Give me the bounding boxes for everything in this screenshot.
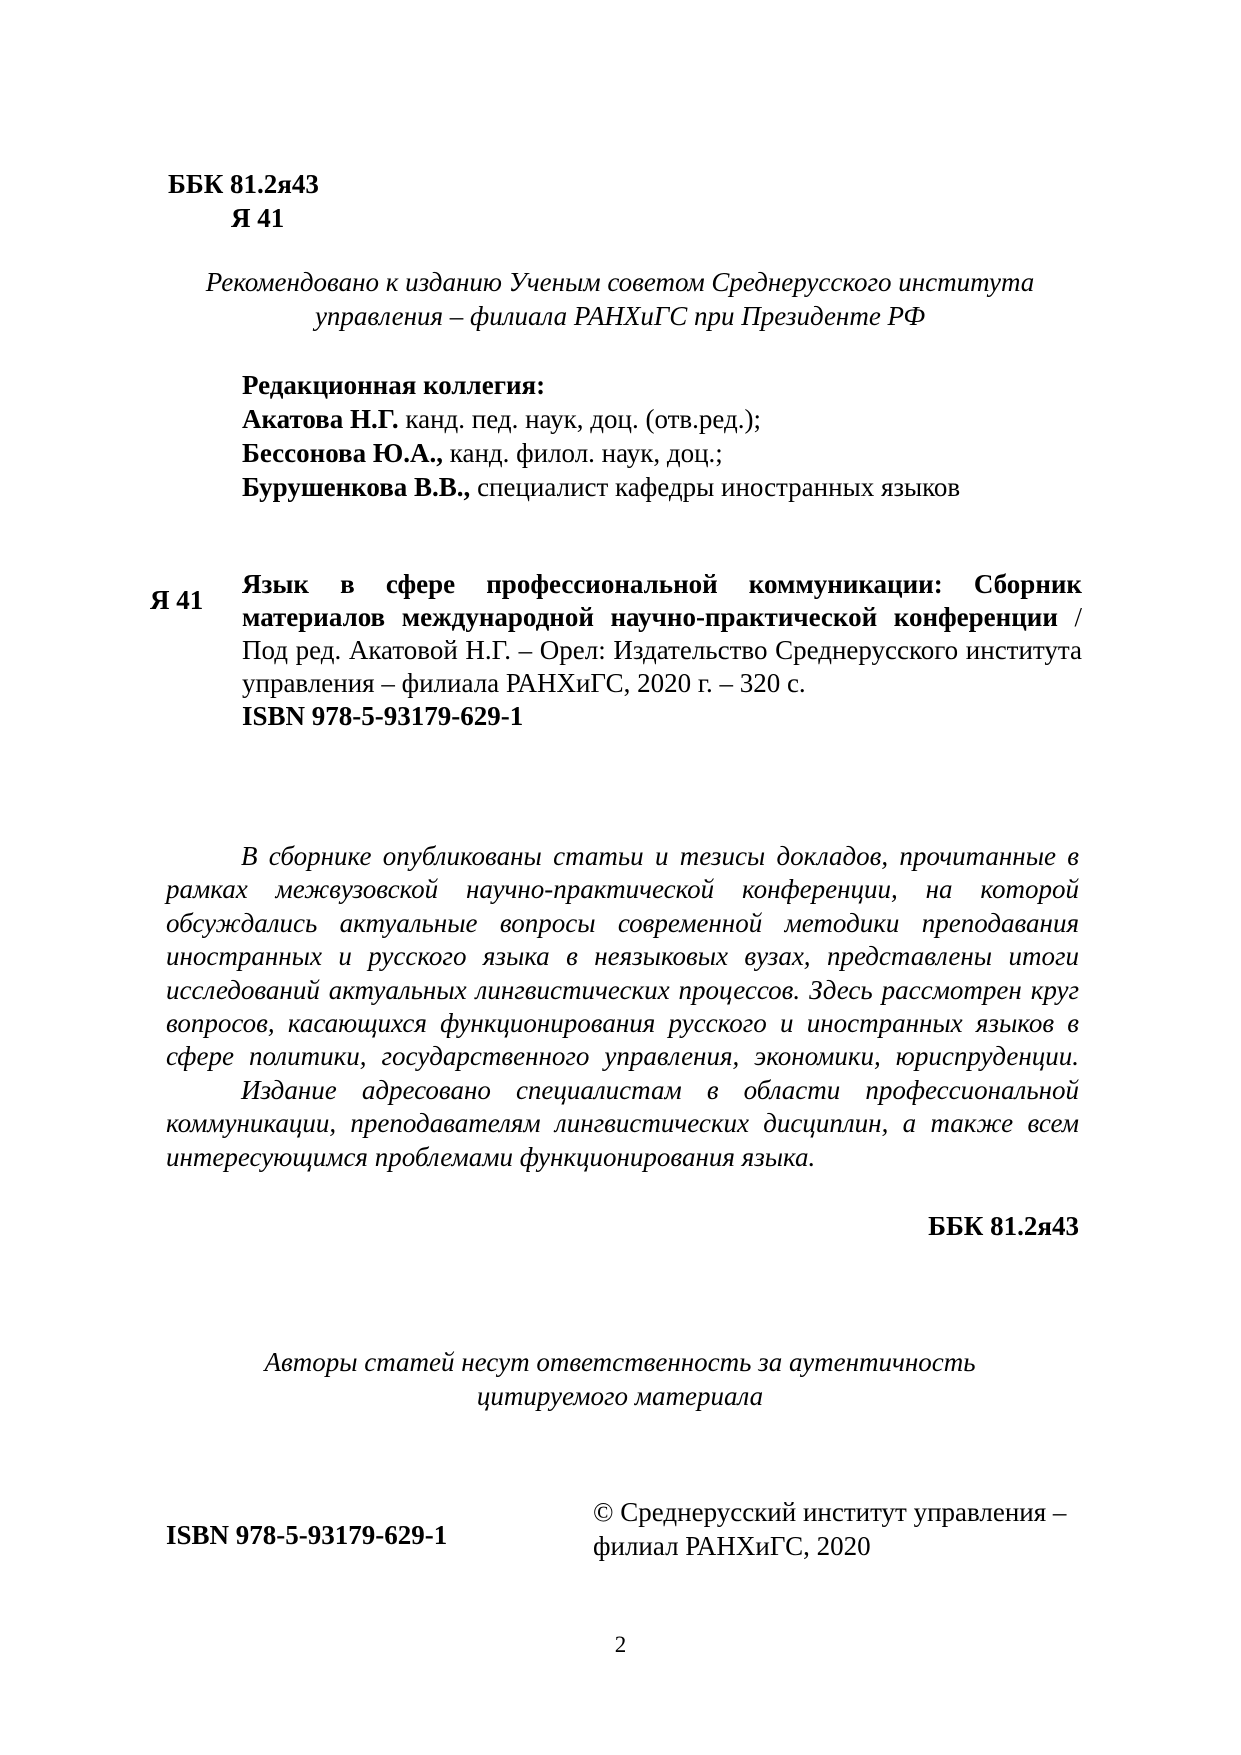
recommendation-line-2: управления – филиала РАНХиГС при Президенте РФ xyxy=(314,301,926,331)
copyright-notice xyxy=(593,1495,1093,1563)
member-role: канд. филол. наук, доц.; xyxy=(443,438,723,468)
disclaimer xyxy=(200,1345,1040,1413)
disclaimer-line-1: Авторы статей несут ответственность за аутентичность xyxy=(264,1347,976,1377)
member-name: Бессонова Ю.А., xyxy=(242,438,443,468)
copyright-line-2: филиал РАНХиГС, 2020 xyxy=(593,1531,871,1561)
copyright-line-1: © Среднерусский институт управления – xyxy=(593,1497,1067,1527)
publication-details: / Под ред. Акатовой Н.Г. – Орел: Издательство Среднерусского института управления – филиала РАНХиГС, 2020 г. – 320 с. xyxy=(242,602,1082,698)
annotation xyxy=(166,840,1079,1174)
member-name: Бурушенкова В.В., xyxy=(242,472,471,502)
catalog-description xyxy=(242,568,1082,700)
author-code: Я 41 xyxy=(231,203,285,233)
editorial-board-member xyxy=(242,470,1092,504)
annotation-bbk-code: ББК 81.2я43 xyxy=(928,1211,1079,1241)
member-role: специалист кафедры иностранных языков xyxy=(470,472,961,502)
annotation-paragraph-2: Издание адресовано специалистам в области профессиональной коммуникации, преподавателям лингвистических дисциплин, а также всем интересующимся проблемами функционирования языка. xyxy=(166,1074,1079,1172)
editorial-board-heading: Редакционная коллегия: xyxy=(242,370,546,400)
catalog-entry xyxy=(242,568,1082,733)
member-name: Акатова Н.Г. xyxy=(242,404,399,434)
annotation-paragraph-1: В сборнике опубликованы статьи и тезисы докладов, прочитанные в рамках межвузовской научно-практической конференции, на которой обсуждались актуальные вопросы современной методики преподавания иностранных и русского языка в неязыковых вузах, представлены итоги исследований актуальных лингвистических процессов. Здесь рассмотрен круг вопросов, касающихся функционирования русского и иностранных языков в сфере политики, государственного управления, экономики, юриспруденции. xyxy=(166,841,1079,1072)
editorial-board xyxy=(242,368,1092,504)
footer-isbn: ISBN 978-5-93179-629-1 xyxy=(166,1520,448,1550)
page-number: 2 xyxy=(614,1632,627,1657)
member-role: канд. пед. наук, доц. (отв.ред.); xyxy=(398,404,762,434)
editorial-board-member xyxy=(242,402,1092,436)
catalog-isbn: ISBN 978-5-93179-629-1 xyxy=(242,701,524,731)
book-title: Язык в сфере профессиональной коммуникации: Сборник материалов международной научно-практической конференции xyxy=(242,569,1082,632)
disclaimer-line-2: цитируемого материала xyxy=(476,1381,764,1411)
recommendation-note xyxy=(150,265,1090,333)
editorial-board-member xyxy=(242,436,1092,470)
catalog-code: Я 41 xyxy=(150,585,204,615)
bbk-code: ББК 81.2я43 xyxy=(168,169,319,199)
recommendation-line-1: Рекомендовано к изданию Ученым советом Среднерусского института xyxy=(205,267,1035,297)
